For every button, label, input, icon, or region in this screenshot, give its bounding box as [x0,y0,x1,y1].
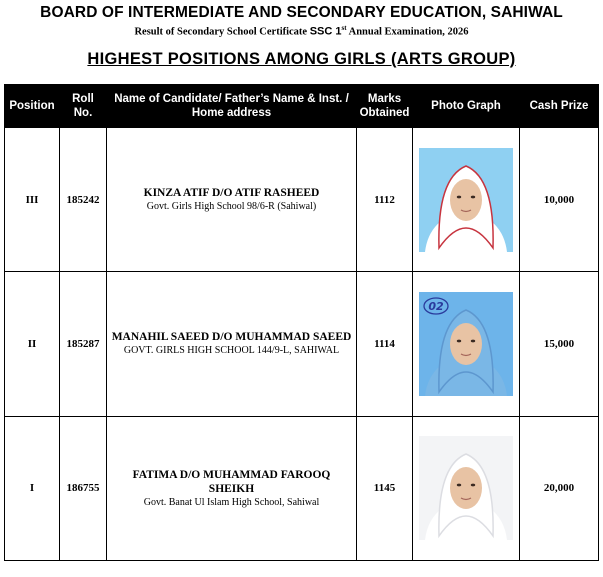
table-row [5,128,599,272]
right-eye [471,195,475,198]
subtitle-prefix: Result of Secondary School Certificate [134,26,308,38]
face-shape [450,323,482,365]
col-header-marks: Marks Obtained [357,85,413,128]
institute-name: Govt. Girls High School 98/6-R (Sahiwal) [146,201,317,213]
portrait-graphic [419,292,513,396]
right-eye [471,340,475,343]
subtitle-suffix: Annual Examination, 2026 [348,26,469,38]
prize-cell: 20,000 [520,416,599,560]
photo-cell [413,128,520,272]
col-header-name: Name of Candidate/ Father’s Name & Inst. / Home address [107,85,357,128]
subtitle-ssc: SSC 1 [309,25,342,38]
col-header-prize: Cash Prize [520,85,599,128]
table-row [5,416,599,560]
marks-cell: 1145 [357,416,413,560]
prize-cell: 10,000 [520,128,599,272]
name-cell [107,272,357,416]
photo-cell [413,272,520,416]
result-subtitle [0,24,603,38]
col-header-photo: Photo Graph [413,85,520,128]
page-heading: HIGHEST POSITIONS AMONG GIRLS (ARTS GROUP) [87,50,516,68]
marks-cell: 1112 [357,128,413,272]
roll-cell: 185287 [60,272,107,416]
subtitle-sup: st [341,24,347,32]
candidate-name: KINZA ATIF D/O ATIF RASHEED [143,187,320,200]
left-eye [457,484,461,487]
col-header-roll: Roll No. [60,85,107,128]
col-header-position: Position [5,85,60,128]
institute-name: Govt. Banat Ul Islam High School, Sahiwal [143,496,320,508]
name-cell [107,128,357,272]
prize-cell: 15,000 [520,272,599,416]
position-cell: III [5,128,60,272]
board-title: BOARD OF INTERMEDIATE AND SECONDARY EDUCATION, SAHIWAL [40,4,563,21]
face-shape [450,467,482,509]
position-cell: II [5,272,60,416]
face-shape [450,179,482,221]
photo-cell [413,416,520,560]
portrait-graphic [419,436,513,540]
positions-table [4,84,599,561]
right-eye [471,484,475,487]
annotation-text: 02 [428,299,444,313]
table-row [5,272,599,416]
candidate-name: MANAHIL SAEED D/O MUHAMMAD SAEED [111,331,352,344]
table-header-row [5,85,599,128]
candidate-photo [419,436,513,540]
candidate-photo [419,292,513,396]
left-eye [457,340,461,343]
candidate-name: FATIMA D/O MUHAMMAD FAROOQ SHEIKH [132,468,331,495]
candidate-photo [419,148,513,252]
roll-cell: 185242 [60,128,107,272]
institute-name: GOVT. GIRLS HIGH SCHOOL 144/9-L, SAHIWAL [123,345,340,357]
name-cell [107,416,357,560]
portrait-graphic [419,148,513,252]
roll-cell: 186755 [60,416,107,560]
position-cell: I [5,416,60,560]
left-eye [457,195,461,198]
marks-cell: 1114 [357,272,413,416]
